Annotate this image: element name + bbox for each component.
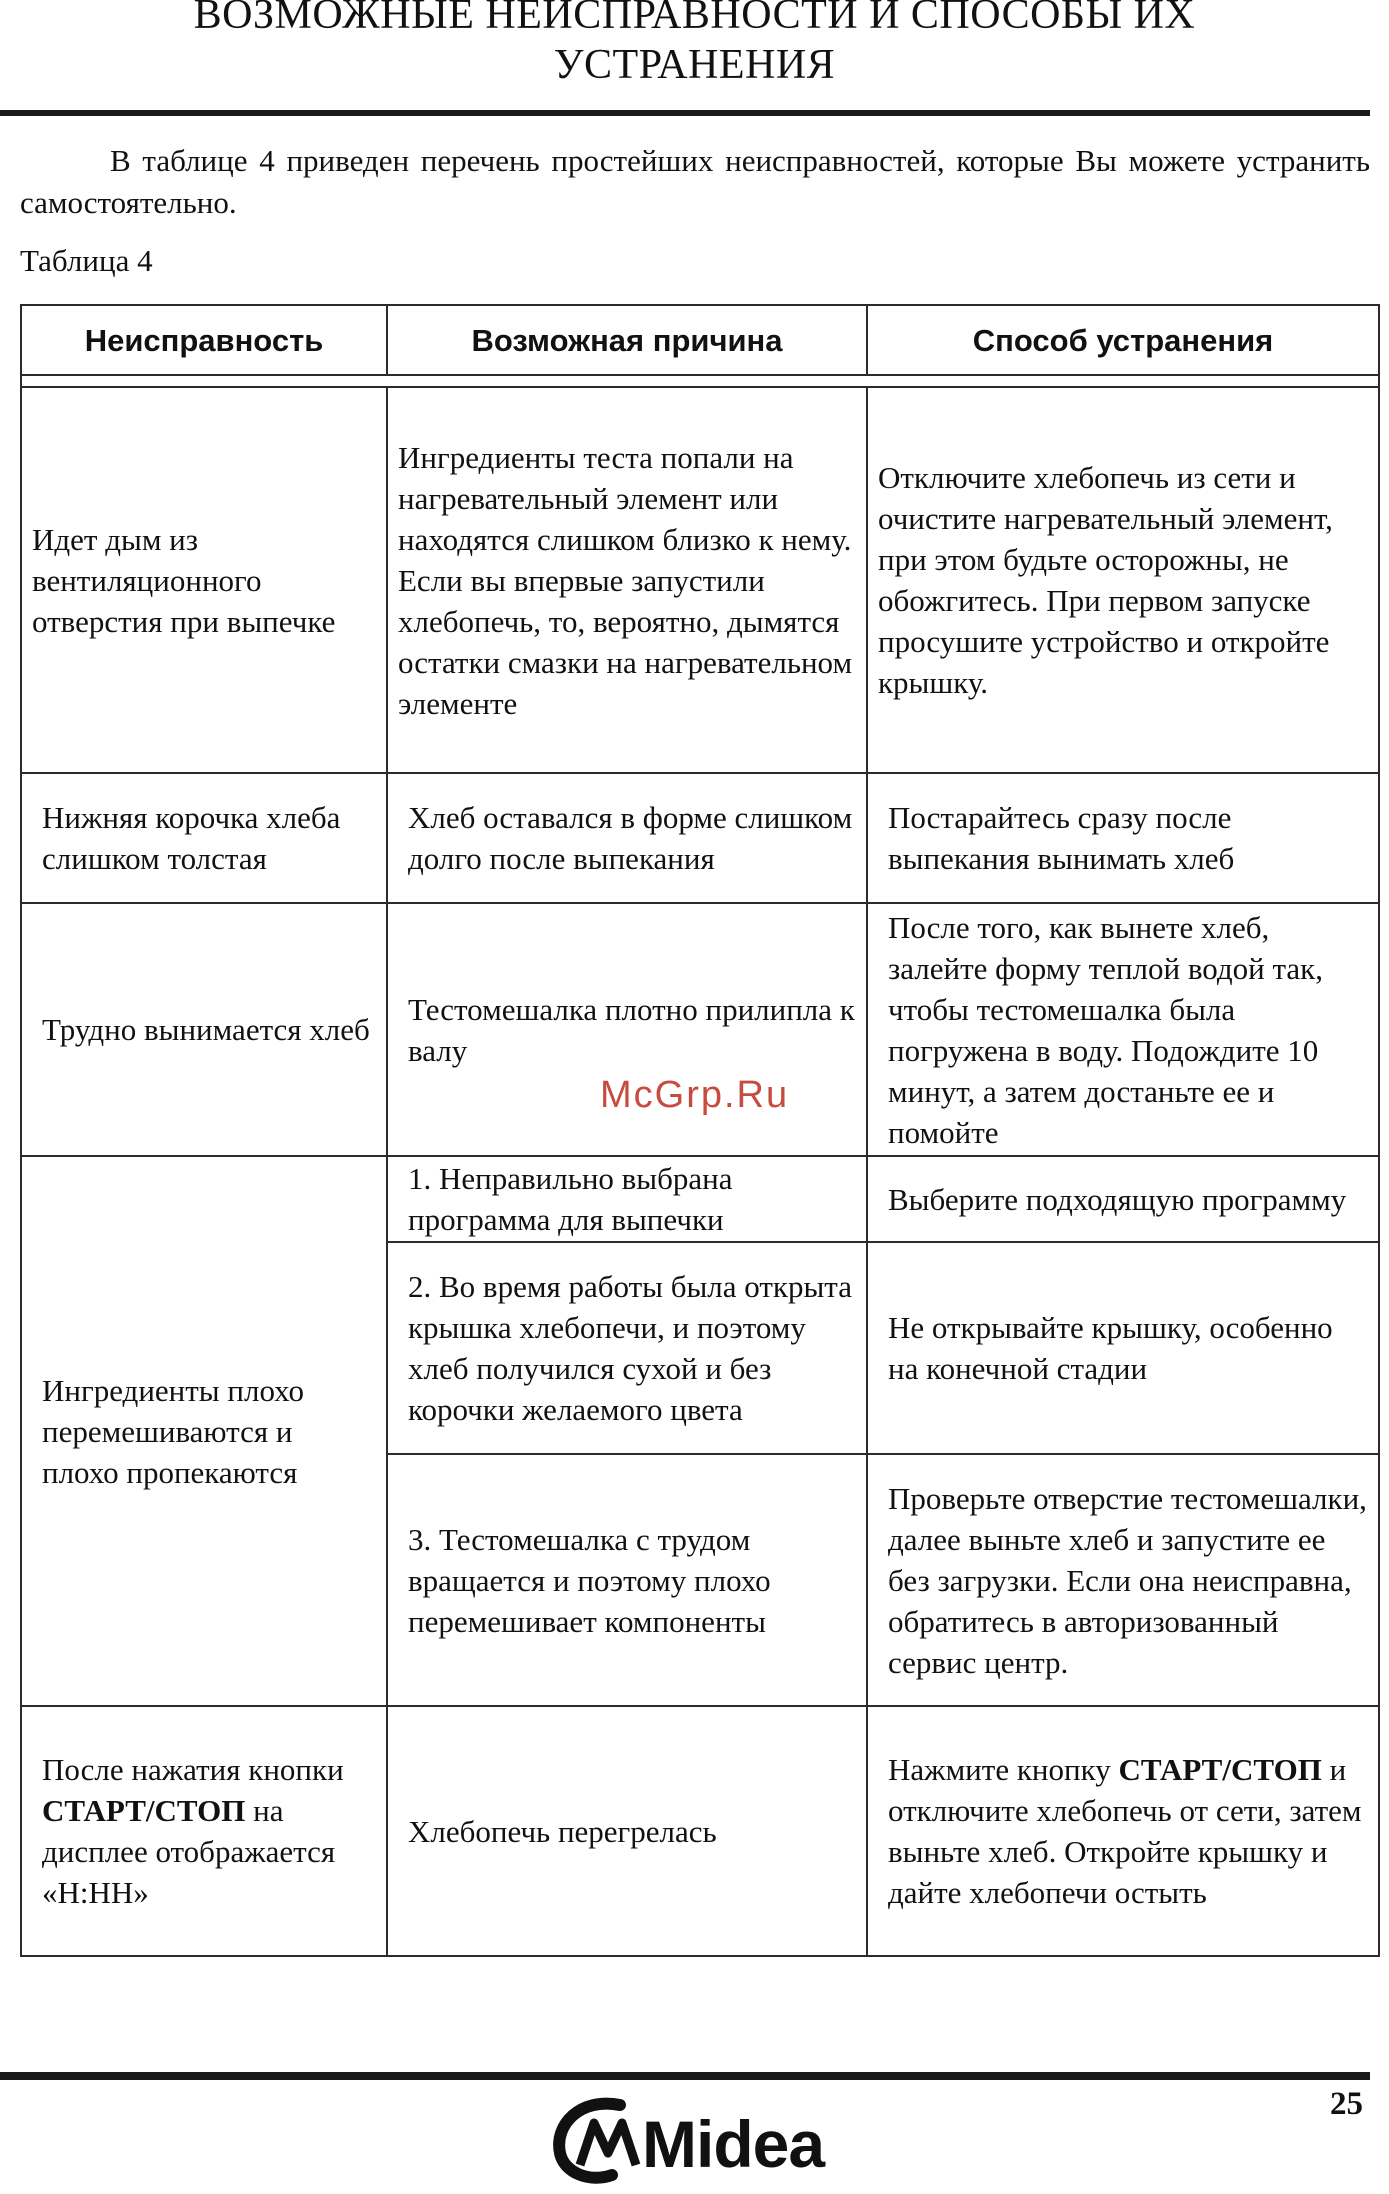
remedy-text-post: и отключите хлебопечь от сети, затем выньте хлеб. Откройте крышку и дайте хлебопечи остыть (888, 1752, 1362, 1910)
remedy-cell: После того, как вынете хлеб, залейте форму теплой водой так, чтобы тестомешалка была погружена в воду. Подождите 10 минут, а затем достаньте ее и помойте (867, 903, 1379, 1156)
remedy-cell: Отключите хлебопечь из сети и очистите нагревательный элемент, при этом будьте осторожны, не обожгитесь. При первом запуске просушите устройство и откройте крышку. (867, 387, 1379, 773)
start-stop-label: СТАРТ/СТОП (1118, 1752, 1322, 1787)
fault-cell: Идет дым из вентиляционного отверстия при выпечке (21, 387, 387, 773)
page-title (0, 0, 1389, 90)
title-line-2: УСТРАНЕНИЯ (553, 42, 836, 88)
bottom-divider (0, 2072, 1370, 2080)
table-row (21, 903, 1379, 1156)
midea-logo (550, 2095, 840, 2185)
table-row (21, 387, 1379, 773)
fault-cell: Ингредиенты плохо перемешиваются и плохо пропекаются (21, 1156, 387, 1706)
intro-paragraph: В таблице 4 приведен перечень простейших неисправностей, которые Вы можете устранить самостоятельно. (20, 143, 1370, 220)
fault-cell: Нижняя корочка хлеба слишком толстая (21, 773, 387, 903)
fault-text-pre: После нажатия кнопки (42, 1752, 344, 1787)
table-caption: Таблица 4 (20, 243, 153, 278)
cause-cell: Хлеб оставался в форме слишком долго после выпекания (387, 773, 867, 903)
cause-cell: Тестомешалка плотно прилипла к валу (387, 903, 867, 1156)
cause-cell: Ингредиенты теста попали на нагревательный элемент или находятся слишком близко к нему. Если вы впервые запустили хлебопечь, то, вероятно, дымятся остатки смазки на нагревательном элементе (387, 387, 867, 773)
table-row (21, 773, 1379, 903)
header-gap (21, 375, 1379, 387)
start-stop-label: СТАРТ/СТОП (42, 1793, 246, 1828)
cause-cell: 1. Неправильно выбрана программа для выпечки (387, 1156, 867, 1242)
title-line-1: ВОЗМОЖНЫЕ НЕИСПРАВНОСТИ И СПОСОБЫ ИХ (193, 0, 1196, 38)
cause-cell: 3. Тестомешалка с трудом вращается и поэтому плохо перемешивает компоненты (387, 1454, 867, 1706)
troubleshooting-table (20, 304, 1380, 1957)
header-fault: Неисправность (21, 305, 387, 375)
watermark: McGrp.Ru (600, 1074, 790, 1116)
header-cause: Возможная причина (387, 305, 867, 375)
fault-cell (21, 1706, 387, 1956)
remedy-cell: Проверьте отверстие тестомешалки, далее выньте хлеб и запустите ее без загрузки. Если она неисправна, обратитесь в авторизованный сервис центр. (867, 1454, 1379, 1706)
table-row (21, 1706, 1379, 1956)
cause-cell: Хлебопечь перегрелась (387, 1706, 867, 1956)
remedy-cell: Постарайтесь сразу после выпекания вынимать хлеб (867, 773, 1379, 903)
header-remedy: Способ устранения (867, 305, 1379, 375)
remedy-cell: Выберите подходящую программу (867, 1156, 1379, 1242)
top-divider (0, 110, 1370, 116)
fault-text-post: на дисплее отображается «H:HH» (42, 1793, 336, 1910)
page-number: 25 (1330, 2086, 1363, 2122)
fault-cell: Трудно вынимается хлеб (21, 903, 387, 1156)
remedy-cell (867, 1706, 1379, 1956)
table-header-row (21, 305, 1379, 375)
table-row (21, 1156, 1379, 1242)
brand-name: Midea (642, 2107, 825, 2181)
remedy-text-pre: Нажмите кнопку (888, 1752, 1119, 1787)
cause-cell: 2. Во время работы была открыта крышка хлебопечи, и поэтому хлеб получился сухой и без корочки желаемого цвета (387, 1242, 867, 1454)
remedy-cell: Не открывайте крышку, особенно на конечной стадии (867, 1242, 1379, 1454)
